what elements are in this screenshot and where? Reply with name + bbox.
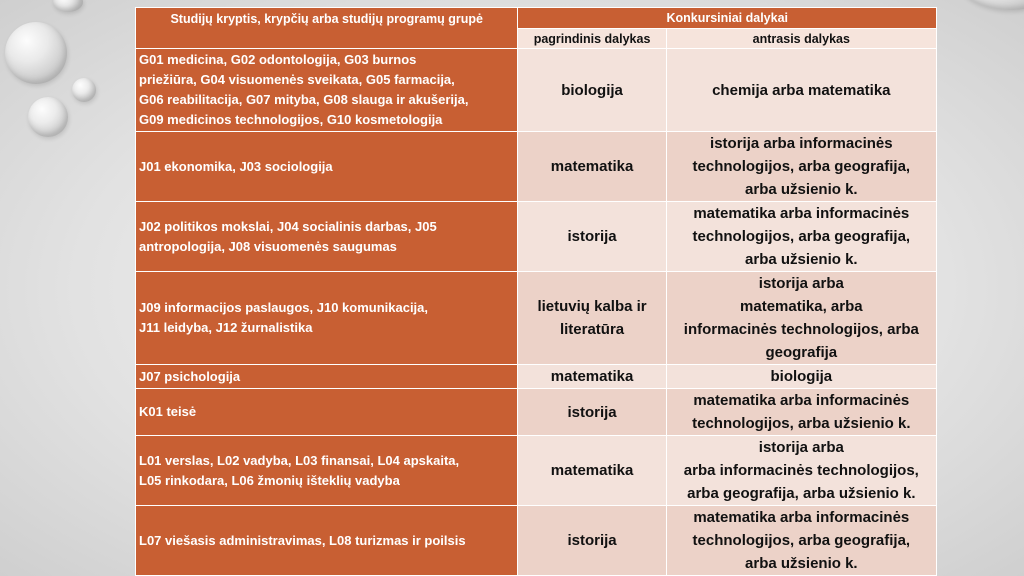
decorative-bubble-small xyxy=(72,78,96,102)
program-cell: J09 informacijos paslaugos, J10 komunikacija, J11 leidyba, J12 žurnalistika xyxy=(136,272,518,365)
program-cell: J07 psichologija xyxy=(136,365,518,389)
secondary-subject-cell: istorija arba informacinės technologijos, arba geografija, arba užsienio k. xyxy=(666,132,936,202)
table-row xyxy=(136,389,937,436)
primary-subject-cell: matematika xyxy=(518,436,666,506)
secondary-subject-cell: matematika arba informacinės technologijos, arba užsienio k. xyxy=(666,389,936,436)
program-cell: L01 verslas, L02 vadyba, L03 finansai, L04 apskaita, L05 rinkodara, L06 žmonių išteklių vadyba xyxy=(136,436,518,506)
secondary-subject-cell: istorija arba matematika, arba informacinės technologijos, arba geografija xyxy=(666,272,936,365)
decorative-bubble-large xyxy=(5,22,67,84)
program-cell: J01 ekonomika, J03 sociologija xyxy=(136,132,518,202)
secondary-subject-cell: istorija arba arba informacinės technologijos, arba geografija, arba užsienio k. xyxy=(666,436,936,506)
decorative-bubble-right xyxy=(955,0,1024,10)
secondary-subject-cell: matematika arba informacinės technologijos, arba geografija, arba užsienio k. xyxy=(666,202,936,272)
primary-subject-cell: matematika xyxy=(518,365,666,389)
table-row xyxy=(136,49,937,132)
primary-subject-cell: lietuvių kalba ir literatūra xyxy=(518,272,666,365)
decorative-bubble-top xyxy=(53,0,83,12)
table-row xyxy=(136,436,937,506)
secondary-subject-cell: chemija arba matematika xyxy=(666,49,936,132)
primary-subject-cell: biologija xyxy=(518,49,666,132)
primary-subject-cell: istorija xyxy=(518,202,666,272)
secondary-subject-cell: biologija xyxy=(666,365,936,389)
table-row xyxy=(136,272,937,365)
competitive-subjects-table xyxy=(135,7,937,576)
header-primary-subject: pagrindinis dalykas xyxy=(518,29,666,49)
primary-subject-cell: matematika xyxy=(518,132,666,202)
header-program-group: Studijų kryptis, krypčių arba studijų programų grupė xyxy=(136,8,518,49)
header-secondary-subject: antrasis dalykas xyxy=(666,29,936,49)
header-competitive-subjects: Konkursiniai dalykai xyxy=(518,8,937,29)
program-cell: J02 politikos mokslai, J04 socialinis darbas, J05 antropologija, J08 visuomenės saugumas xyxy=(136,202,518,272)
decorative-bubble-medium xyxy=(28,97,68,137)
table-row xyxy=(136,506,937,576)
table-row xyxy=(136,365,937,389)
primary-subject-cell: istorija xyxy=(518,506,666,576)
program-cell: G01 medicina, G02 odontologija, G03 burnos priežiūra, G04 visuomenės sveikata, G05 farmacija, G06 reabilitacija, G07 mityba, G08 slauga ir akušerija, G09 medicinos technologijos, G10 kosmetologija xyxy=(136,49,518,132)
secondary-subject-cell: matematika arba informacinės technologijos, arba geografija, arba užsienio k. xyxy=(666,506,936,576)
program-cell: L07 viešasis administravimas, L08 turizmas ir poilsis xyxy=(136,506,518,576)
table-row xyxy=(136,202,937,272)
table-row xyxy=(136,132,937,202)
primary-subject-cell: istorija xyxy=(518,389,666,436)
program-cell: K01 teisė xyxy=(136,389,518,436)
